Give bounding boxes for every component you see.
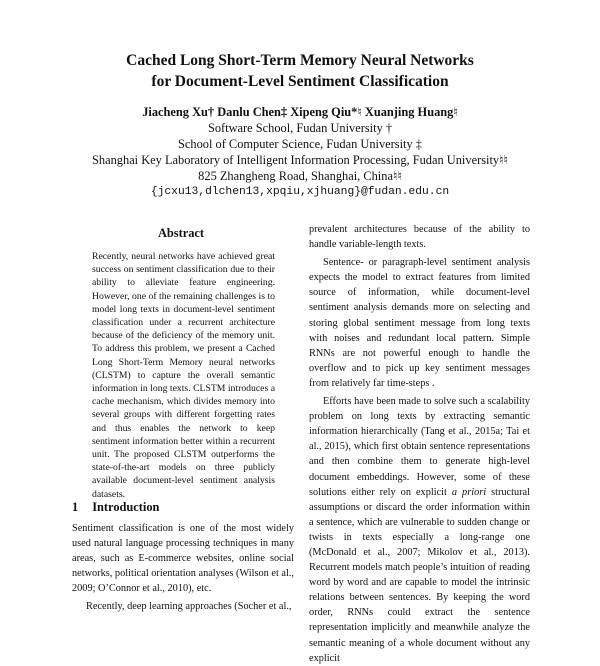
abstract-paragraph: Recently, neural networks have achieved great success on sentiment classification due to their ability to alleviate feature engineering. However, one of the remaining challenges is to model long texts in document-level sentiment classification under a recurrent architecture because of the deficiency of the memory unit. To address this problem, we present a Cached Long Short-Term Memory neural networks (CLSTM) to capture the overall semantic information in long texts. CLSTM introduces a cache mechanism, which divides memory into several groups with different forgetting rates and thus enables the network to keep sentiment information better within a recurrent unit. The proposed CLSTM outperforms the state-of-the-art models on three publicly available document-level sentiment analysis datasets. <box>92 251 275 500</box>
right-paragraph-3 <box>309 394 530 666</box>
affiliation-4: 825 Zhangheng Road, Shanghai, China♮♮ <box>198 169 402 183</box>
section-heading-introduction <box>72 500 159 515</box>
affiliation-1: Software School, Fudan University † <box>207 121 393 135</box>
right-paragraph-3-part-a: Efforts have been made to solve such a scalability problem on long texts by extracting semantic information hierarchically (Tang et al., 2015a; Tai et al., 2015), which first obtain sentence representations and then combine them to generate high-level document embeddings. However, some of these solutions either rely on explicit <box>309 396 530 498</box>
paper-title <box>0 50 600 92</box>
affiliation-2: School of Computer Science, Fudan University ‡ <box>178 137 422 151</box>
intro-paragraph-1: Sentiment classification is one of the most widely used natural language processing techniques in many areas, such as E-commerce websites, online social networks, political orientation analyses (Wilson et al., 2009; O’Connor et al., 2010), etc. <box>72 523 294 595</box>
affiliation-3: Shanghai Key Laboratory of Intelligent Information Processing, Fudan University♮♮ <box>92 153 508 167</box>
author-emails: {jcxu13,dlchen13,xpqiu,xjhuang}@fudan.edu.cn <box>150 186 450 198</box>
right-paragraph-2: Sentence- or paragraph-level sentiment analysis expects the model to extract features from limited source of information, while document-level sentiment analysis demands more on selecting and storing global sentiment message from long texts with noises and redundant local pattern. Simple RNNs are not powerful enough to handle the overflow and to pick up key sentiment messages from relatively far time-steps . <box>309 257 530 389</box>
right-paragraph-3-part-b: structural assumptions or discard the order information within a sentence, which are vulnerable to sudden change or twists in texts especially a long-range one (McDonald et al., 2007; Mikolov et al., 2013). Recurrent models match people’s intuition of reading word by word and are capable to model the intrinsic relations between sentences. By keeping the word order, RNNs could extract the sentence representation implicitly and meanwhile analyze the semantic meaning of a whole document without any explicit <box>309 486 530 664</box>
abstract-heading: Abstract <box>157 226 205 240</box>
right-column-body <box>309 222 530 666</box>
abstract-text <box>92 250 275 501</box>
section-number: 1 <box>72 500 79 514</box>
author-block <box>0 104 600 200</box>
intro-paragraph-2: Recently, deep learning approaches (Socher et al., <box>86 601 292 613</box>
section-title: Introduction <box>92 500 160 514</box>
right-paragraph-1: prevalent architectures because of the ability to handle variable-length texts. <box>309 224 530 251</box>
left-column-body <box>72 521 294 615</box>
title-line-2: for Document-Level Sentiment Classification <box>151 73 449 90</box>
title-line-1: Cached Long Short-Term Memory Neural Networks <box>126 52 474 69</box>
right-paragraph-3-emphasis: a priori <box>451 486 487 498</box>
author-names: Jiacheng Xu† Danlu Chen‡ Xipeng Qiu*♮ Xuanjing Huang♮ <box>142 105 458 119</box>
